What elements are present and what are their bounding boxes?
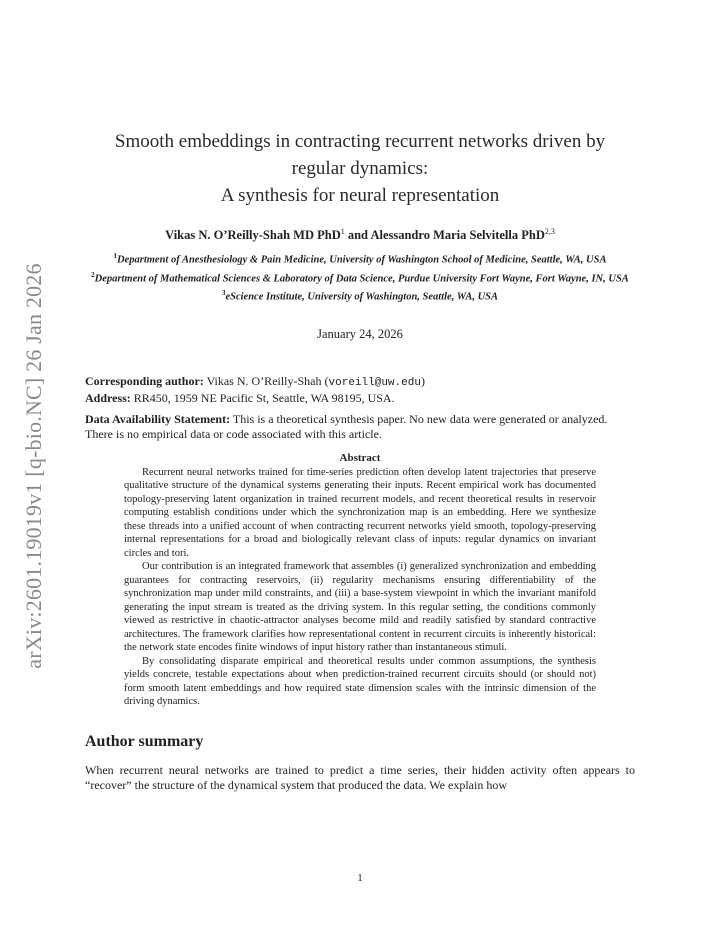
affiliation-list (85, 249, 635, 305)
data-availability-label: Data Availability Statement: (85, 411, 231, 426)
page-number: 1 (357, 872, 363, 884)
abstract-paragraph-1: Recurrent neural networks trained for time-series prediction often develop latent trajectories that preserve qualitative structure of the dynamical systems generating their inputs. Recent empirical work has documented topology-preserving latent organization in trained recurrent models, and recent theoretical results in reservoir computing establish conditions under which the synchronization map is an embedding. Here we synthesize these threads into a unified account of when contracting recurrent networks yield smooth, topology-preserving internal representations for a broad and biologically relevant class of inputs: regular dynamics on invariant circles and tori. (124, 466, 596, 559)
author-summary-heading: Author summary (85, 732, 204, 750)
title-line-2: regular dynamics: (291, 158, 429, 179)
corresponding-author-name: Vikas N. O’Reilly-Shah ( (203, 373, 329, 388)
author-list (85, 227, 635, 243)
affiliation-3-text: eScience Institute, University of Washington, Seattle, WA, USA (225, 291, 499, 303)
author-1-affiliation-mark: 1 (340, 227, 345, 236)
affiliation-1-mark: 1 (113, 252, 118, 261)
affiliation-2-mark: 2 (91, 270, 95, 279)
abstract-body (124, 466, 596, 709)
address-label: Address: (85, 390, 131, 405)
corresponding-author-email[interactable]: voreill@uw.edu (328, 376, 421, 389)
address-text: RR450, 1959 NE Pacific St, Seattle, WA 98195, USA. (130, 390, 395, 405)
affiliation-2-text: Department of Mathematical Sciences & Laboratory of Data Science, Purdue University Fort Wayne, Fort Wayne, IN, USA (94, 273, 629, 285)
data-availability-text: This is a theoretical synthesis paper. No new data were generated or analyzed. There is no empirical data or code associated with this article. (85, 411, 608, 441)
author-summary-text: When recurrent neural networks are trained to predict a time series, their hidden activity often appears to “recover” the structure of the dynamical system that produced the data. We explain how (85, 762, 635, 792)
corresponding-author-label: Corresponding author: (85, 373, 204, 388)
affiliation-2 (85, 268, 635, 287)
address-line (85, 391, 635, 406)
abstract-paragraph-3: By consolidating disparate empirical and theoretical results under common assumptions, the synthesis yields concrete, testable expectations about when prediction-trained recurrent circuits should (or should not) form smooth latent embeddings and how required state dimension scales with the intrinsic dimension of the driving dynamics. (124, 655, 596, 708)
arxiv-identifier-stamp: arXiv:2601.19019v1 [q-bio.NC] 26 Jan 2026 (21, 263, 46, 669)
affiliation-3 (85, 286, 635, 305)
abstract-heading: Abstract (339, 451, 381, 464)
author-conjunction: and (344, 228, 371, 243)
paper-date: January 24, 2026 (317, 326, 403, 341)
affiliation-1-text: Department of Anesthesiology & Pain Medicine, University of Washington School of Medicine, Seattle, WA, USA (117, 254, 607, 266)
author-1-name: Vikas N. O’Reilly-Shah MD PhD (165, 228, 341, 243)
paper-title (85, 128, 635, 209)
correspondence-block (85, 374, 635, 406)
author-2-affiliation-mark: 2,3 (544, 227, 555, 236)
corresponding-author-close: ) (420, 373, 425, 388)
author-2-name: Alessandro Maria Selvitella PhD (370, 228, 545, 243)
title-line-3: A synthesis for neural representation (220, 185, 500, 206)
affiliation-1 (85, 249, 635, 268)
corresponding-author (85, 374, 635, 391)
data-availability-statement (85, 412, 635, 442)
paper-page (85, 128, 635, 793)
affiliation-3-mark: 3 (221, 289, 226, 298)
title-line-1: Smooth embeddings in contracting recurrent networks driven by (114, 131, 606, 152)
abstract-paragraph-2: Our contribution is an integrated framework that assembles (i) generalized synchronization and embedding guarantees for contracting reservoirs, (ii) regularity mechanisms ensuring differentiability of the synchronization map under mild constraints, and (iii) a base-system viewpoint in which the invariant manifold generating the input stream is treated as the driving system. In this regular setting, the conditions commonly viewed as restrictive in chaotic-attractor analyses become mild and readily satisfied by standard contractive architectures. The framework clarifies how representational content in recurrent circuits is inherently historical: the network state encodes finite windows of input history rather than instantaneous stimuli. (124, 561, 596, 654)
